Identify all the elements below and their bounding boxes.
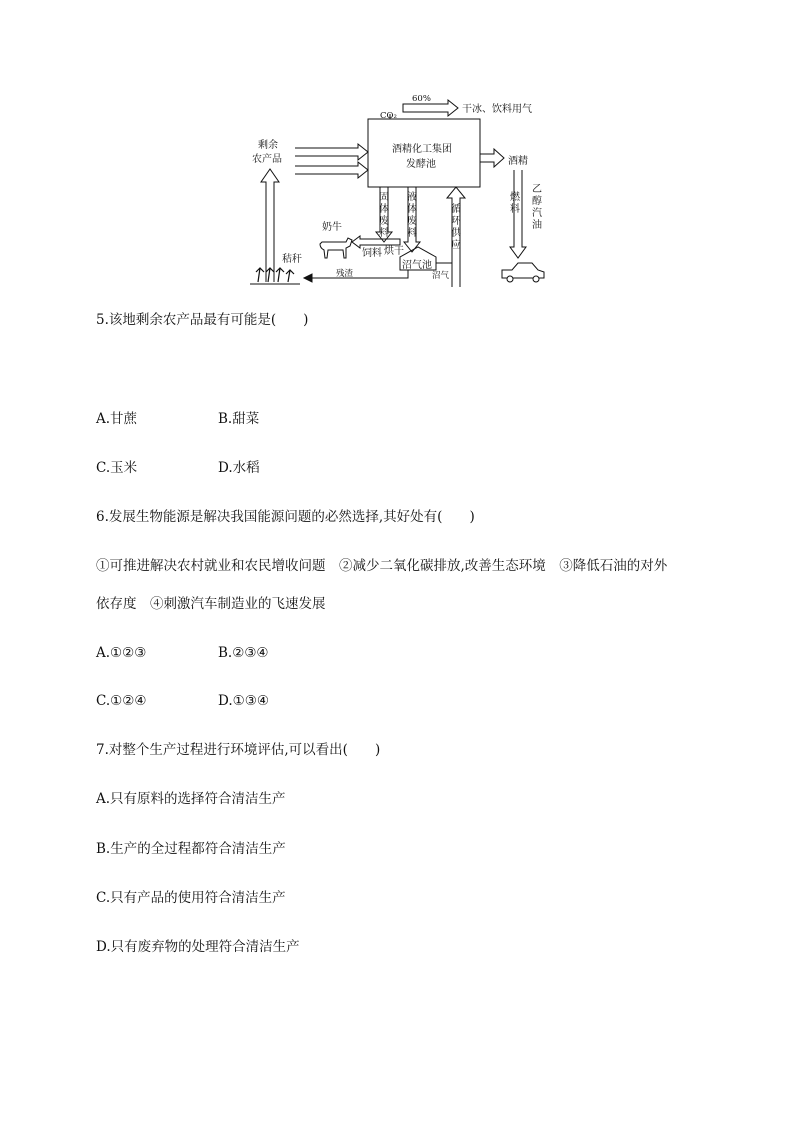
surplus-label-line1: 剩余 (258, 140, 278, 151)
question-6-option-a: A.①②③ (96, 645, 147, 661)
ethanol-gas-label-1: 乙 (532, 184, 542, 195)
question-6-statements-line1: ①可推进解决农村就业和农民增收问题 ②减少二氧化碳排放,改善生态环境 ③降低石油的对外 (96, 558, 668, 574)
solid-waste-label-3: 废 (379, 216, 389, 227)
cycle-supply-label-2: 环 (451, 216, 461, 227)
solid-waste-label-4: 料 (379, 228, 389, 239)
liquid-waste-label-2: 体 (407, 204, 417, 215)
question-5-option-b: B.甜菜 (218, 411, 260, 427)
cycle-supply-label-3: 供 (451, 228, 461, 239)
plant-label-line1: 酒精化工集团 (392, 144, 452, 155)
ethanol-gas-label-4: 油 (532, 220, 542, 231)
liquid-waste-label-1: 液 (407, 192, 417, 203)
co2-use-label: 干冰、饮料用气 (462, 104, 532, 115)
residue-arrowhead (304, 274, 312, 282)
liquid-waste-label-3: 废 (407, 216, 417, 227)
question-7-option-b: B.生产的全过程都符合清洁生产 (96, 841, 286, 857)
question-7-option-d: D.只有废弃物的处理符合清洁生产 (96, 939, 300, 955)
feed-label: 饲料 (362, 248, 382, 259)
question-5-stem: 5.该地剩余农产品最有可能是( ) (96, 312, 309, 328)
straw-label: 秸秆 (282, 254, 302, 265)
car-icon (502, 263, 544, 282)
surplus-arrow-top (295, 144, 368, 160)
question-7-option-a: A.只有原料的选择符合清洁生产 (96, 791, 286, 807)
co2-label: CO₂ (380, 111, 397, 121)
fuel-label-2: 料 (510, 204, 520, 215)
biogas-pool-label: 沼气池 (402, 260, 432, 271)
question-5-option-d: D.水稻 (218, 460, 260, 476)
straw-arrow (261, 169, 279, 282)
question-6-option-c: C.①②④ (96, 693, 147, 709)
ethanol-gas-label-3: 汽 (532, 208, 542, 219)
alcohol-arrow (480, 149, 504, 167)
question-5-option-a: A.甘蔗 (96, 411, 138, 427)
question-6-option-b: B.②③④ (218, 645, 269, 661)
solid-waste-label-1: 固 (379, 192, 389, 203)
process-diagram-svg (240, 92, 560, 297)
surplus-arrow-bottom (295, 162, 368, 178)
solid-waste-label-2: 体 (379, 204, 389, 215)
process-diagram (240, 92, 560, 297)
cycle-supply-label-1: 循 (451, 204, 461, 215)
crop-icon (256, 268, 294, 282)
co2-percent: 60% (412, 94, 431, 104)
cycle-supply-label-4: 应 (451, 240, 461, 251)
plant-label-line2: 发酵池 (406, 159, 436, 170)
question-6-statements-line2: 依存度 ④刺激汽车制造业的飞速发展 (96, 596, 326, 612)
biogas-label: 沼气 (432, 271, 450, 281)
residue-label: 残渣 (336, 269, 354, 279)
surplus-label-line2: 农产品 (252, 154, 282, 165)
residue-line (310, 270, 408, 278)
cow-label: 奶牛 (322, 222, 342, 233)
question-5-option-c: C.玉米 (96, 460, 138, 476)
question-7-stem: 7.对整个生产过程进行环境评估,可以看出( ) (96, 742, 381, 758)
dry-label: 烘干 (384, 246, 404, 257)
ethanol-gas-label-2: 醇 (532, 196, 542, 207)
fuel-label-1: 燃 (510, 192, 520, 203)
cow-icon (320, 238, 352, 258)
question-7-option-c: C.只有产品的使用符合清洁生产 (96, 890, 286, 906)
question-6-stem: 6.发展生物能源是解决我国能源问题的必然选择,其好处有( ) (96, 509, 475, 525)
liquid-waste-label-4: 料 (407, 228, 417, 239)
question-6-option-d: D.①③④ (218, 693, 269, 709)
alcohol-label: 酒精 (508, 156, 528, 167)
